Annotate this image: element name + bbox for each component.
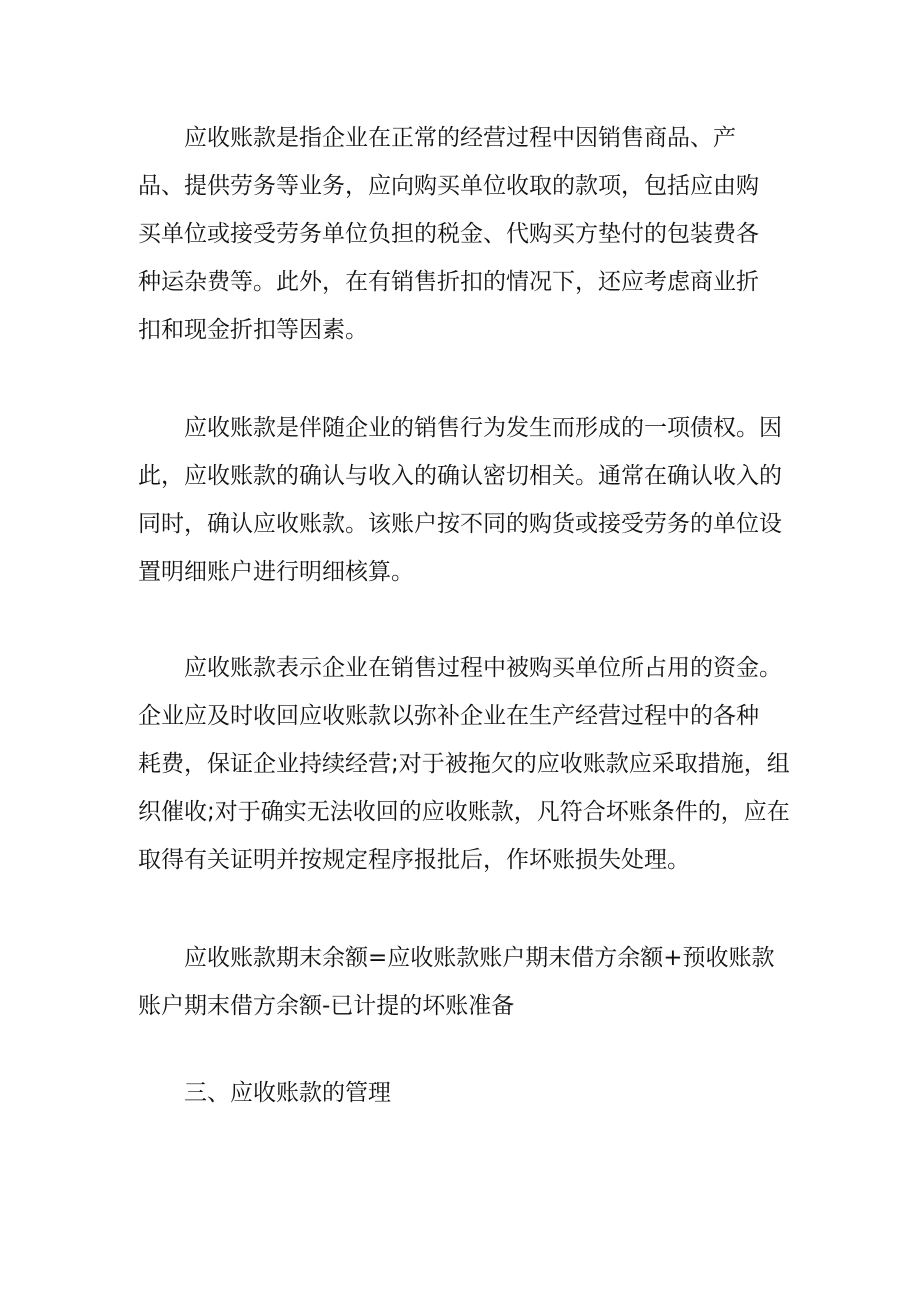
text-line: 置明细账户进行明细核算。 [138, 559, 414, 585]
text-line: 取得有关证明并按规定程序报批后，作坏账损失处理。 [138, 847, 690, 873]
paragraph-recognition [138, 404, 798, 596]
text-line: 耗费，保证企业持续经营;对于被拖欠的应收账款应采取措施，组 [138, 751, 790, 777]
text-line: 应收账款是指企业在正常的经营过程中因销售商品、产 [138, 125, 736, 151]
text-line: 买单位或接受劳务单位负担的税金、代购买方垫付的包装费各 [138, 221, 759, 247]
text-line: 应收账款表示企业在销售过程中被购买单位所占用的资金。 [138, 655, 782, 681]
text-line: 应收账款期末余额=应收账款账户期末借方余额+预收账款 [138, 945, 775, 971]
text-line: 种运杂费等。此外，在有销售折扣的情况下，还应考虑商业折 [138, 269, 759, 295]
paragraph-collection [138, 644, 798, 884]
section-heading [138, 1069, 798, 1117]
text-line: 应收账款是伴随企业的销售行为发生而形成的一项债权。因 [138, 415, 782, 441]
paragraph-definition [138, 114, 798, 354]
text-line: 此，应收账款的确认与收入的确认密切相关。通常在确认收入的 [138, 463, 782, 489]
paragraph-formula [138, 934, 798, 1030]
text-line: 织催收;对于确实无法收回的应收账款，凡符合坏账条件的，应在 [138, 799, 790, 825]
text-line: 企业应及时收回应收账款以弥补企业在生产经营过程中的各种 [138, 703, 759, 729]
text-line: 账户期末借方余额-已计提的坏账准备 [138, 993, 515, 1019]
heading-line: 三、应收账款的管理 [138, 1080, 391, 1106]
text-line: 扣和现金折扣等因素。 [138, 317, 368, 343]
text-line: 品、提供劳务等业务，应向购买单位收取的款项，包括应由购 [138, 173, 759, 199]
text-line: 同时，确认应收账款。该账户按不同的购货或接受劳务的单位设 [138, 511, 782, 537]
